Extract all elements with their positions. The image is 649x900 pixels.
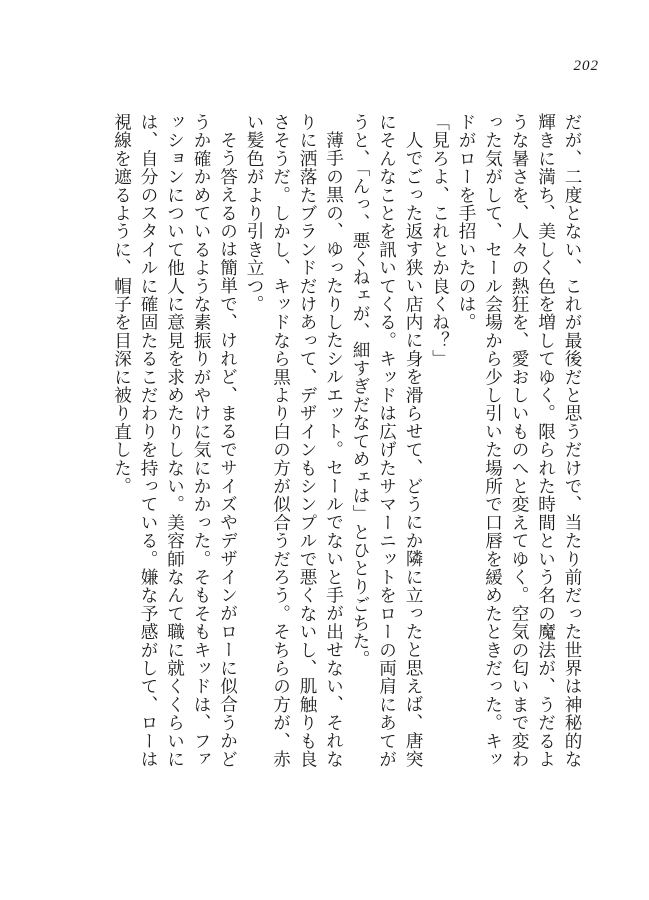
paragraph-4: 薄手の黒の、ゆったりしたシルエット。セールでないと手が出せない、それなりに洒落たブランドだけあって、デザインもシンプルで悪くないし、肌触りも良さそうだ。しかし、キッドなら黒より白の方が似合うだろう。そちらの方が、赤い髪色がより引き立つ。 — [244, 113, 344, 769]
paragraph-3: 人でごった返す狭い店内に身を滑らせて、どうにか隣に立ったと思えば、唐突にそんなことを訊いてくる。キッドは広げたサマーニットをローの両肩にあてがうと、「んっ、悪くねェが、細すぎだなてめェは」とひとりごちた。 — [350, 113, 423, 769]
page-number: 202 — [573, 58, 599, 74]
paragraph-2-dialogue: 「見ろよ、これとか良くね？」 — [429, 113, 450, 368]
paragraph-5: そう答えるのは簡単で、けれど、まるでサイズやデザインがローに似合うかどうか確かめているような素振りがやけに気にかかった。そもそもキッドは、ファッションについて他人に意見を求めたりしない。美容師なんて職に就くくらいには、自分のスタイルに確固たるこだわりを持っている。嫌な予感がして、ローは視線を遮るように、帽子を目深に被り直した。 — [111, 113, 238, 769]
body-text — [108, 113, 585, 773]
paragraph-1: だが、二度とない、これが最後だと思うだけで、当たり前だった世界は神秘的な輝きに満ち、美しく色を増してゆく。限られた時間という名の魔法が、うだるような暑さを、人々の熱狂を、愛おしいものへと変えてゆく。空気の匂いまで変わった気がして、セール会場から少し引いた場所で口唇を緩めたときだった。キッドがローを手招いたのは。 — [456, 113, 582, 769]
